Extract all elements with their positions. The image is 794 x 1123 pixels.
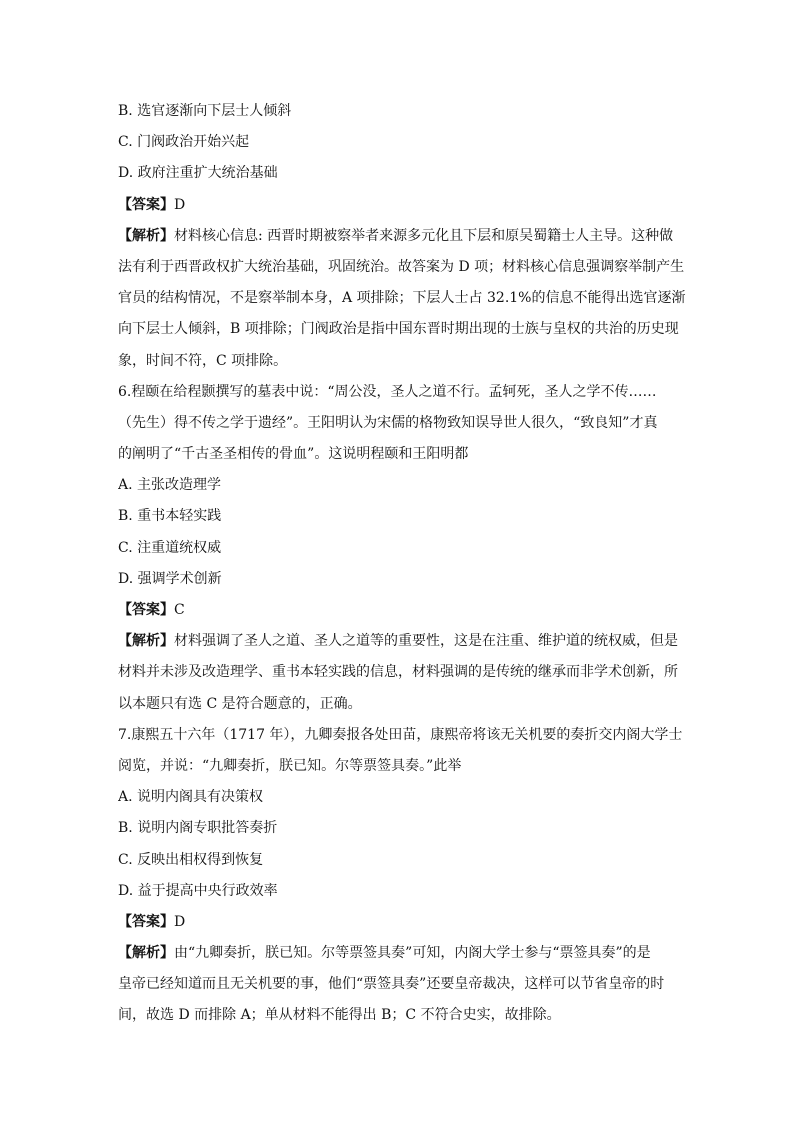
q6-answer-value: C — [174, 602, 185, 618]
q5-analysis-line-1 — [118, 221, 688, 252]
q5-analysis-text-1: 材料核心信息: 西晋时期被察举者来源多元化且下层和原吴蜀籍士人主导。这种做 — [174, 227, 674, 244]
q7-answer-label: 【答案】 — [118, 913, 174, 930]
q6-stem-line-1: 6.程颐在给程颢撰写的墓表中说：“周公没，圣人之道不行。孟轲死，圣人之学不传…… — [118, 383, 657, 400]
q6-option-d: D. 强调学术创新 — [118, 570, 222, 587]
q6-answer — [118, 595, 688, 626]
q6-analysis-line-1 — [118, 626, 688, 657]
q5-analysis-line-5: 象，时间不符，C 项排除。 — [118, 352, 288, 369]
q7-option-c: C. 反映出相权得到恢复 — [118, 851, 264, 868]
q7-option-b: B. 说明内阁专职批答奏折 — [118, 820, 278, 837]
q7-option-a: A. 说明内阁具有决策权 — [118, 789, 264, 806]
q7-answer — [118, 907, 688, 938]
q6-option-b: B. 重书本轻实践 — [118, 508, 222, 525]
q5-analysis-line-4: 向下层士人倾斜，B 项排除；门阀政治是指中国东晋时期出现的士族与皇权的共治的历史现 — [118, 321, 679, 338]
q5-option-b: B. 选官逐渐向下层士人倾斜 — [118, 103, 292, 119]
q6-answer-label: 【答案】 — [118, 602, 174, 618]
q5-option-d: D. 政府注重扩大统治基础 — [118, 165, 278, 182]
q7-answer-value: D — [174, 913, 186, 930]
q7-stem-line-1: 7.康熙五十六年（1717 年），九卿奏报各处田苗，康熙帝将该无关机要的奏折交内阁大学士 — [118, 726, 683, 743]
q7-option-d: D. 益于提高中央行政效率 — [118, 882, 278, 899]
q5-analysis-label: 【解析】 — [118, 227, 174, 244]
q6-option-a: A. 主张改造理学 — [118, 477, 222, 494]
q7-analysis-line-2: 皇帝已经知道而且无关机要的事，他们“票签具奏”还要皇帝裁决，这样可以节省皇帝的时 — [118, 976, 665, 993]
q6-option-c: C. 注重道统权威 — [118, 539, 222, 556]
q6-analysis-label: 【解析】 — [118, 633, 174, 650]
q7-analysis-label: 【解析】 — [118, 945, 174, 962]
q7-analysis-line-1 — [118, 938, 688, 969]
q6-stem-line-2: （先生）得不传之学于遗经”。王阳明认为宋儒的格物致知误导世人很久，“致良知”才真 — [118, 414, 658, 431]
q5-answer-label: 【答案】 — [118, 196, 174, 213]
q7-analysis-line-3: 间，故选 D 而排除 A；单从材料不能得出 B；C 不符合史实，故排除。 — [118, 1007, 561, 1024]
q7-analysis-text-1: 由“九卿奏折，朕已知。尔等票签具奏”可知，内阁大学士参与“票签具奏”的是 — [174, 945, 651, 962]
q5-answer — [118, 190, 688, 221]
q6-stem-line-3: 的阐明了“千古圣圣相传的骨血”。这说明程颐和王阳明都 — [118, 446, 469, 463]
document-page — [118, 96, 688, 1032]
q6-analysis-line-3: 以本题只有选 C 是符合题意的，正确。 — [118, 695, 362, 712]
q5-analysis-line-3: 官员的结构情况，不是察举制本身，A 项排除；下层人士占 32.1%的信息不能得出选官逐渐 — [118, 290, 686, 307]
q6-analysis-text-1: 材料强调了圣人之道、圣人之道等的重要性，这是在注重、维护道的统权威，但是 — [174, 633, 678, 650]
q5-analysis-line-2: 法有利于西晋政权扩大统治基础，巩固统治。故答案为 D 项；材料核心信息强调察举制产生 — [118, 258, 685, 275]
q7-stem-line-2: 阅览，并说：“九卿奏折，朕已知。尔等票签具奏。”此举 — [118, 757, 462, 774]
q6-analysis-line-2: 材料并未涉及改造理学、重书本轻实践的信息，材料强调的是传统的继承而非学术创新，所 — [118, 664, 678, 681]
q5-answer-value: D — [174, 196, 186, 213]
q5-option-c: C. 门阀政治开始兴起 — [118, 134, 250, 151]
